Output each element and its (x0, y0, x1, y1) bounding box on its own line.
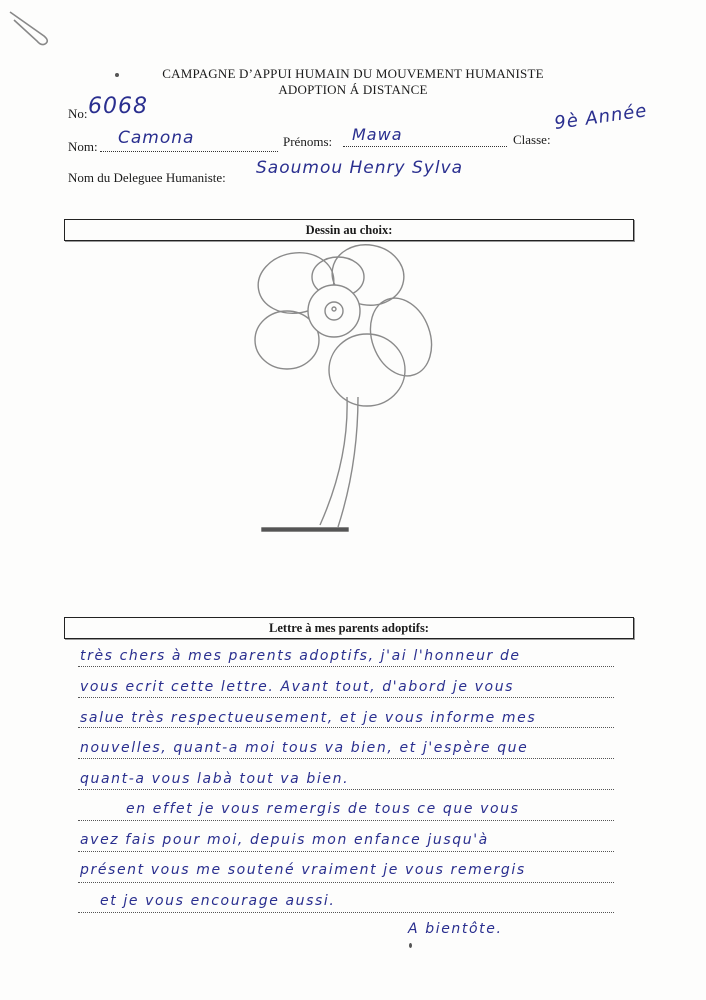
letter-ruled-line (78, 697, 614, 698)
letter-ruled-line (78, 882, 614, 883)
no-label: No: (68, 106, 88, 121)
letter-line-4: nouvelles, quant-a moi tous va bien, et j'espère que (80, 740, 529, 756)
letter-ruled-line (78, 912, 614, 913)
prenoms-label: Prénoms: (283, 134, 333, 149)
nom-label: Nom: (68, 139, 98, 154)
letter-ruled-line (78, 789, 614, 790)
classe-value: 9è Année (553, 100, 649, 134)
letter-line-3: salue très respectueusement, et je vous informe mes (80, 710, 537, 726)
lettre-section-header: Lettre à mes parents adoptifs: (64, 617, 634, 639)
letter-line-8: présent vous me soutené vraiment je vous remergis (80, 862, 526, 878)
letter-line-1: très chers à mes parents adoptifs, j'ai l'honneur de (80, 648, 521, 664)
letter-ruled-line (78, 666, 614, 667)
letter-closing: A bientôte. (408, 921, 503, 937)
letter-line-2: vous ecrit cette lettre. Avant tout, d'abord je vous (80, 679, 515, 695)
letter-line-7: avez fais pour moi, depuis mon enfance jusqu'à (80, 832, 489, 848)
flower-drawing (230, 235, 450, 545)
header-subtitle: ADOPTION Á DISTANCE (278, 82, 428, 97)
letter-line-5: quant-a vous labà tout va bien. (80, 771, 350, 787)
prenoms-value: Mawa (352, 125, 403, 144)
letter-line-9: et je vous encourage aussi. (100, 893, 336, 909)
letter-line-6: en effet je vous remergis de tous ce que vous (126, 801, 520, 817)
delegue-value: Saoumou Henry Sylva (256, 158, 464, 178)
dessin-section-header: Dessin au choix: (64, 219, 634, 241)
letter-ruled-line (78, 851, 614, 852)
nom-value: Camona (118, 128, 195, 148)
letter-ruled-line (78, 727, 614, 728)
delegue-label: Nom du Deleguee Humaniste: (68, 170, 226, 185)
letter-ruled-line (78, 758, 614, 759)
no-value: 6068 (88, 94, 148, 119)
classe-label: Classe: (513, 132, 551, 147)
nom-dotted-line (100, 151, 278, 152)
letter-ruled-line (78, 820, 614, 821)
ink-dot (409, 943, 412, 948)
header-title: CAMPAGNE D’APPUI HUMAIN DU MOUVEMENT HUMANISTE (162, 66, 544, 81)
prenoms-dotted-line (343, 146, 507, 147)
paperclip-icon (4, 6, 52, 46)
